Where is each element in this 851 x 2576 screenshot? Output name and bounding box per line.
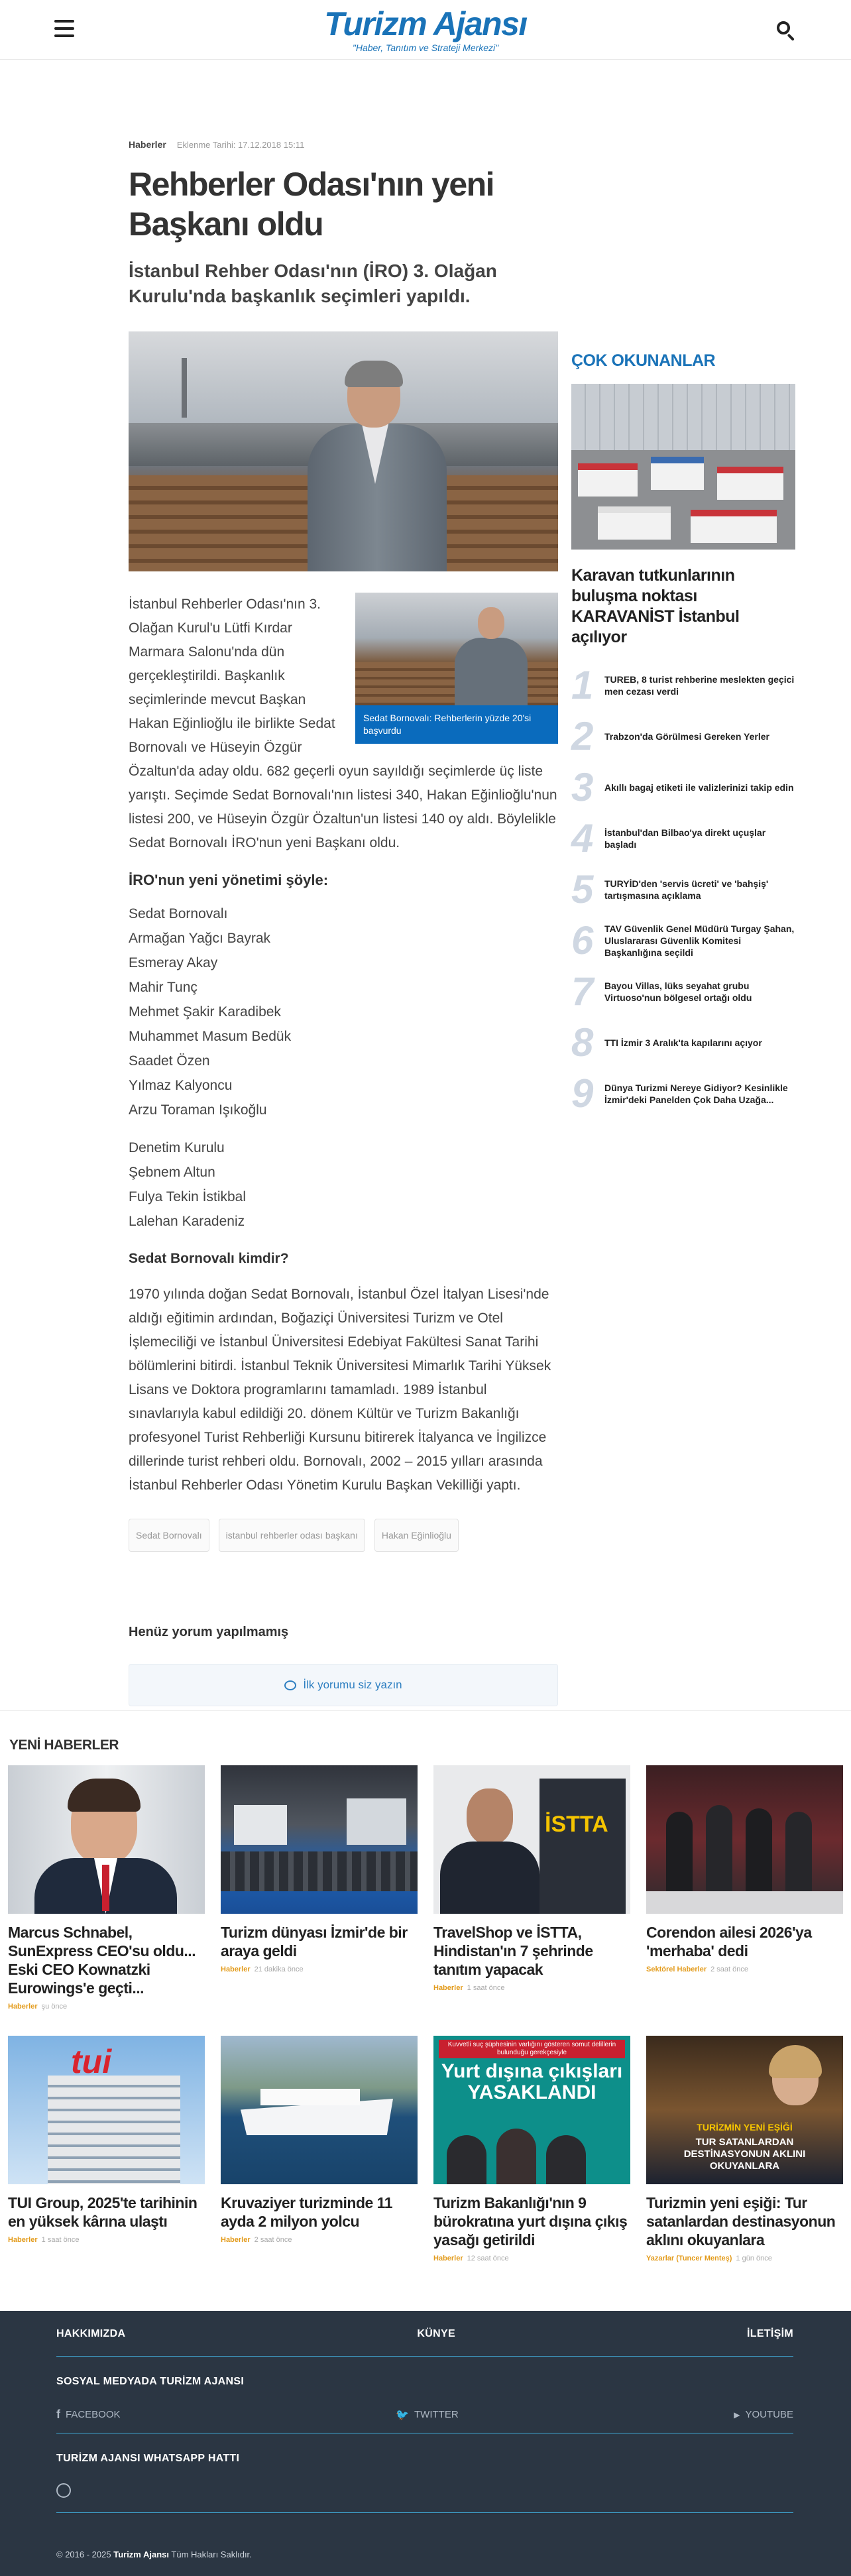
news-card-title: Marcus Schnabel, SunExpress CEO'su oldu... Eski CEO Kownatzki Eurowings'e geçti... [8, 1924, 196, 1997]
news-card-meta [221, 1965, 418, 1973]
chat-bubble-icon [284, 1680, 296, 1690]
most-read-item[interactable] [571, 864, 795, 915]
news-thumb-expo [221, 1765, 418, 1914]
most-read-item[interactable] [571, 1068, 795, 1119]
most-read-featured-headline[interactable]: Karavan tutkunlarının buluşma noktası KARAVANİST İstanbul açılıyor [571, 566, 740, 646]
footer-twitter-link[interactable] [396, 2408, 459, 2422]
news-card-meta [646, 2254, 843, 2262]
rank-number: 5 [571, 866, 594, 911]
rank-number: 4 [571, 815, 594, 860]
news-card-meta [646, 1965, 843, 1973]
rank-title: TTI İzmir 3 Aralık'ta kapılarını açıyor [604, 1037, 762, 1048]
audit-member: Şebnem Altun [129, 1165, 215, 1180]
poster-small-text: TURİZMİN YENİ EŞİĞİ [697, 2122, 793, 2133]
rank-title: Dünya Turizmi Nereye Gidiyor? Kesinlikle İzmir'deki Panelden Çok Daha Uzağa... [604, 1082, 788, 1105]
board-member: Mahir Tunç [129, 980, 198, 995]
copyright-years: © 2016 - 2025 [56, 2549, 111, 2559]
inline-figure-caption: Sedat Bornovalı: Rehberlerin yüzde 20'si başvurdu [363, 713, 532, 736]
news-card[interactable] [646, 1765, 843, 1973]
article [129, 139, 558, 1706]
news-card-title: Kruvaziyer turizminde 11 ayda 2 milyon yolcu [221, 2194, 392, 2230]
board-member: Saadet Özen [129, 1053, 210, 1069]
news-card-title: Corendon ailesi 2026'ya 'merhaba' dedi [646, 1924, 812, 1960]
news-thumb-istta [433, 1765, 630, 1914]
most-read-title: ÇOK OKUNANLAR [571, 351, 716, 370]
rank-title: TUREB, 8 turist rehberine meslekten geçici men cezası verdi [604, 673, 795, 697]
site-logo[interactable] [0, 7, 851, 53]
write-comment-button[interactable] [129, 1664, 558, 1706]
footer-copyright [56, 2549, 252, 2559]
tag-link[interactable]: istanbul rehberler odası başkanı [219, 1519, 365, 1552]
board-list [129, 902, 558, 1234]
article-date: Eklenme Tarihi: 17.12.2018 15:11 [176, 139, 305, 150]
footer-whatsapp-title: TURİZM AJANSI WHATSAPP HATTI [56, 2453, 240, 2464]
most-read-featured-image[interactable] [571, 384, 795, 550]
poster-main-text: TUR SATANLARDAN DESTİNASYONUN AKLINI OKUYANLARA [683, 2137, 806, 2172]
news-card-time: 2 saat önce [710, 1965, 748, 1973]
news-thumb-portrait [8, 1765, 205, 1914]
footer-about-link[interactable]: HAKKIMIZDA [56, 2328, 126, 2339]
article-subtitle: İstanbul Rehber Odası'nın (İRO) 3. Olağan Kurulu'nda başkanlık seçimleri yapıldı. [129, 261, 497, 306]
news-thumb-travel-ban [433, 2036, 630, 2184]
footer-contact-link[interactable]: İLETİŞİM [747, 2328, 793, 2339]
board-member: Armağan Yağcı Bayrak [129, 931, 270, 946]
news-thumb-poster [646, 2036, 843, 2184]
site-footer [0, 2311, 851, 2576]
news-thumb-ship [221, 2036, 418, 2184]
news-card[interactable] [433, 2036, 630, 2262]
board-member: Muhammet Masum Bedük [129, 1029, 292, 1044]
rank-number: 2 [571, 713, 594, 758]
audit-member: Fulya Tekin İstikbal [129, 1189, 247, 1204]
news-card-title: Turizm Bakanlığı'nın 9 bürokratına yurt dışına çıkış yasağı getirildi [433, 2194, 628, 2249]
ban-main-text: Yurt dışına çıkışları YASAKLANDI [441, 2060, 623, 2103]
most-read-item[interactable] [571, 711, 795, 762]
most-read-item[interactable] [571, 966, 795, 1017]
tag-list [129, 1519, 558, 1552]
most-read-list [571, 660, 795, 1119]
facebook-icon: f [56, 2408, 60, 2421]
news-card-time: 1 saat önce [467, 1984, 505, 1992]
youtube-label: YOUTUBE [745, 2409, 793, 2420]
news-card-time: 1 gün önce [736, 2254, 772, 2262]
rank-number: 1 [571, 662, 594, 707]
most-read-item[interactable] [571, 915, 795, 966]
logo-title: Turizm Ajansı [324, 5, 527, 42]
tag-link[interactable]: Sedat Bornovalı [129, 1519, 209, 1552]
audit-member: Lalehan Karadeniz [129, 1214, 245, 1229]
news-card[interactable] [646, 2036, 843, 2262]
audit-member: Denetim Kurulu [129, 1140, 225, 1155]
comments-title: Henüz yorum yapılmamış [129, 1625, 289, 1639]
news-card-time: 2 saat önce [254, 2236, 292, 2244]
footer-youtube-link[interactable] [734, 2409, 793, 2420]
board-member: Yılmaz Kalyoncu [129, 1078, 233, 1093]
news-card-meta [8, 2003, 205, 2011]
footer-social-title: SOSYAL MEDYADA TURİZM AJANSI [56, 2376, 245, 2387]
board-member: Arzu Toraman Işıkoğlu [129, 1102, 267, 1118]
news-thumb-tui [8, 2036, 205, 2184]
rank-number: 3 [571, 764, 594, 809]
board-member: Sedat Bornovalı [129, 906, 228, 921]
news-card-meta [433, 1984, 630, 1992]
news-card-title: Turizmin yeni eşiği: Tur satanlardan destinasyonun aklını okuyanlara [646, 2194, 836, 2249]
article-category-link[interactable]: Haberler [129, 139, 166, 150]
news-card-category: Haberler [221, 1965, 251, 1973]
istta-logo: İSTTA [545, 1812, 608, 1837]
most-read-sidebar [571, 351, 795, 1119]
article-intro: İstanbul Rehberler Odası'nın 3. Olağan Kurul'u Lütfi Kırdar Marmara Salonu'nda dün gerçekleştirildi. Başkanlık seçimlerinde mevcut Başkan Hakan Eğinlioğlu ile birlikte Sedat Bornovalı ve Hüseyin Özgür Özaltun'da aday oldu. 682 geçerli oyun sayıldığı seçimlerde üç liste yarıştı. Seçimde Sedat Bornovalı'nın listesi 340, Hakan Eğinlioğlu'nun listesi 200, ve Hüseyin Özgür Özaltun'un listesi 140 oy aldı. Böylelikle Sedat Bornovalı İRO'nun yeni Başkanı oldu. [129, 597, 557, 850]
most-read-item[interactable] [571, 813, 795, 864]
bio-heading: Sedat Bornovalı kimdir? [129, 1251, 289, 1266]
article-main-image [129, 331, 558, 571]
tui-logo: tui [71, 2043, 112, 2080]
ban-top-text: Kuvvetli suç şüphesinin varlığını gösteren somut delillerin bulunduğu gerekçesiyle [439, 2040, 625, 2058]
bio-paragraph: 1970 yılında doğan Sedat Bornovalı, İstanbul Özel İtalyan Lisesi'nde aldığı eğitimin ardından, Boğaziçi Üniversitesi Turizm ve Otel İşlemeciliği ve İstanbul Üniversitesi Edebiyat Fakültesi Sanat Tarihi bölümlerini bitirdi. İstanbul Teknik Üniversitesi Mimarlık Tarihi Yüksek Lisans ve Doktora programlarını tamamladı. 1989 İstanbul sınavlarıyla kabul edildiği 20. dönem Kültür ve Turizm Bakanlığı profesyonel Turist Rehberliği Kursunu bitirerek İtalyanca ve İngilizce dillerinde turist rehberi oldu. Bornovalı, 2002 – 2015 yılları arasında İstanbul Rehberler Odası Yönetim Kurulu Başkan Vekilliği yaptı. [129, 1287, 551, 1493]
board-member: Mehmet Şakir Karadibek [129, 1004, 281, 1020]
rank-title: Bayou Villas, lüks seyahat grubu Virtuoso'nun bölgesel ortağı oldu [604, 980, 752, 1003]
news-thumb-stage [646, 1765, 843, 1914]
news-card-category: Haberler [433, 2254, 463, 2262]
latest-news-title: YENİ HABERLER [9, 1737, 119, 1753]
rank-number: 7 [571, 968, 594, 1014]
article-title: Rehberler Odası'nın yeni Başkanı oldu [129, 166, 494, 243]
news-card[interactable] [221, 1765, 418, 1973]
inline-figure [355, 593, 558, 744]
footer-kunye-link[interactable]: KÜNYE [417, 2328, 455, 2339]
board-heading: İRO'nun yeni yönetimi şöyle: [129, 872, 329, 888]
news-card-time: şu önce [41, 2003, 68, 2011]
news-card[interactable] [8, 2036, 205, 2244]
news-card[interactable] [221, 2036, 418, 2244]
news-card-time: 21 dakika önce [254, 1965, 304, 1973]
rank-title: TAV Güvenlik Genel Müdürü Turgay Şahan, Uluslararası Güvenlik Komitesi Başkanlığına seçildi [604, 923, 795, 958]
youtube-icon: ▶ [734, 2410, 740, 2420]
person-photo [301, 358, 453, 571]
news-card-time: 1 saat önce [41, 2236, 80, 2244]
logo-slogan: "Haber, Tanıtım ve Strateji Merkezi" [352, 42, 499, 53]
news-card-meta [433, 2254, 630, 2262]
tag-link[interactable]: Hakan Eğinlioğlu [374, 1519, 459, 1552]
article-meta [129, 139, 558, 150]
news-card-category: Haberler [221, 2236, 251, 2244]
news-card[interactable] [8, 1765, 205, 2011]
footer-facebook-link[interactable] [56, 2408, 121, 2422]
article-body [129, 593, 558, 1552]
news-card-time: 12 saat önce [467, 2254, 509, 2262]
rank-number: 6 [571, 917, 594, 963]
news-card-category: Haberler [8, 2236, 38, 2244]
rank-title: Akıllı bagaj etiketi ile valizlerinizi takip edin [604, 782, 794, 793]
news-card-category: Haberler [8, 2003, 38, 2011]
twitter-icon: 🐦 [396, 2409, 410, 2421]
latest-news-section [0, 1710, 851, 2307]
copyright-brand: Turizm Ajansı [113, 2549, 170, 2559]
board-member: Esmeray Akay [129, 955, 218, 970]
most-read-item[interactable] [571, 660, 795, 711]
rank-title: TURYİD'den 'servis ücreti' ve 'bahşiş' tartışmasına açıklama [604, 878, 769, 901]
news-card[interactable] [433, 1765, 630, 1992]
news-card-category: Yazarlar (Tuncer Menteş) [646, 2254, 732, 2262]
site-header [0, 0, 851, 60]
facebook-label: FACEBOOK [66, 2409, 121, 2420]
rank-title: Trabzon'da Görülmesi Gereken Yerler [604, 731, 769, 742]
news-card-title: TUI Group, 2025'te tarihinin en yüksek kârına ulaştı [8, 2194, 198, 2230]
news-card-meta [221, 2236, 418, 2244]
rank-number: 9 [571, 1071, 594, 1116]
inline-figure-image [355, 593, 558, 705]
news-card-category: Haberler [433, 1984, 463, 1992]
copyright-suffix: Tüm Hakları Saklıdır. [171, 2549, 252, 2559]
rank-title: İstanbul'dan Bilbao'ya direkt uçuşlar başladı [604, 827, 766, 850]
news-card-title: TravelShop ve İSTTA, Hindistan'ın 7 şehrinde tanıtım yapacak [433, 1924, 593, 1978]
whatsapp-icon[interactable] [56, 2483, 71, 2498]
news-card-meta [8, 2236, 205, 2244]
write-comment-label: İlk yorumu siz yazın [303, 1678, 402, 1691]
twitter-label: TWITTER [414, 2409, 459, 2420]
rank-number: 8 [571, 1020, 594, 1065]
news-card-title: Turizm dünyası İzmir'de bir araya geldi [221, 1924, 408, 1960]
most-read-item[interactable] [571, 1017, 795, 1068]
most-read-item[interactable] [571, 762, 795, 813]
search-icon[interactable] [775, 20, 797, 41]
news-card-category: Sektörel Haberler [646, 1965, 707, 1973]
